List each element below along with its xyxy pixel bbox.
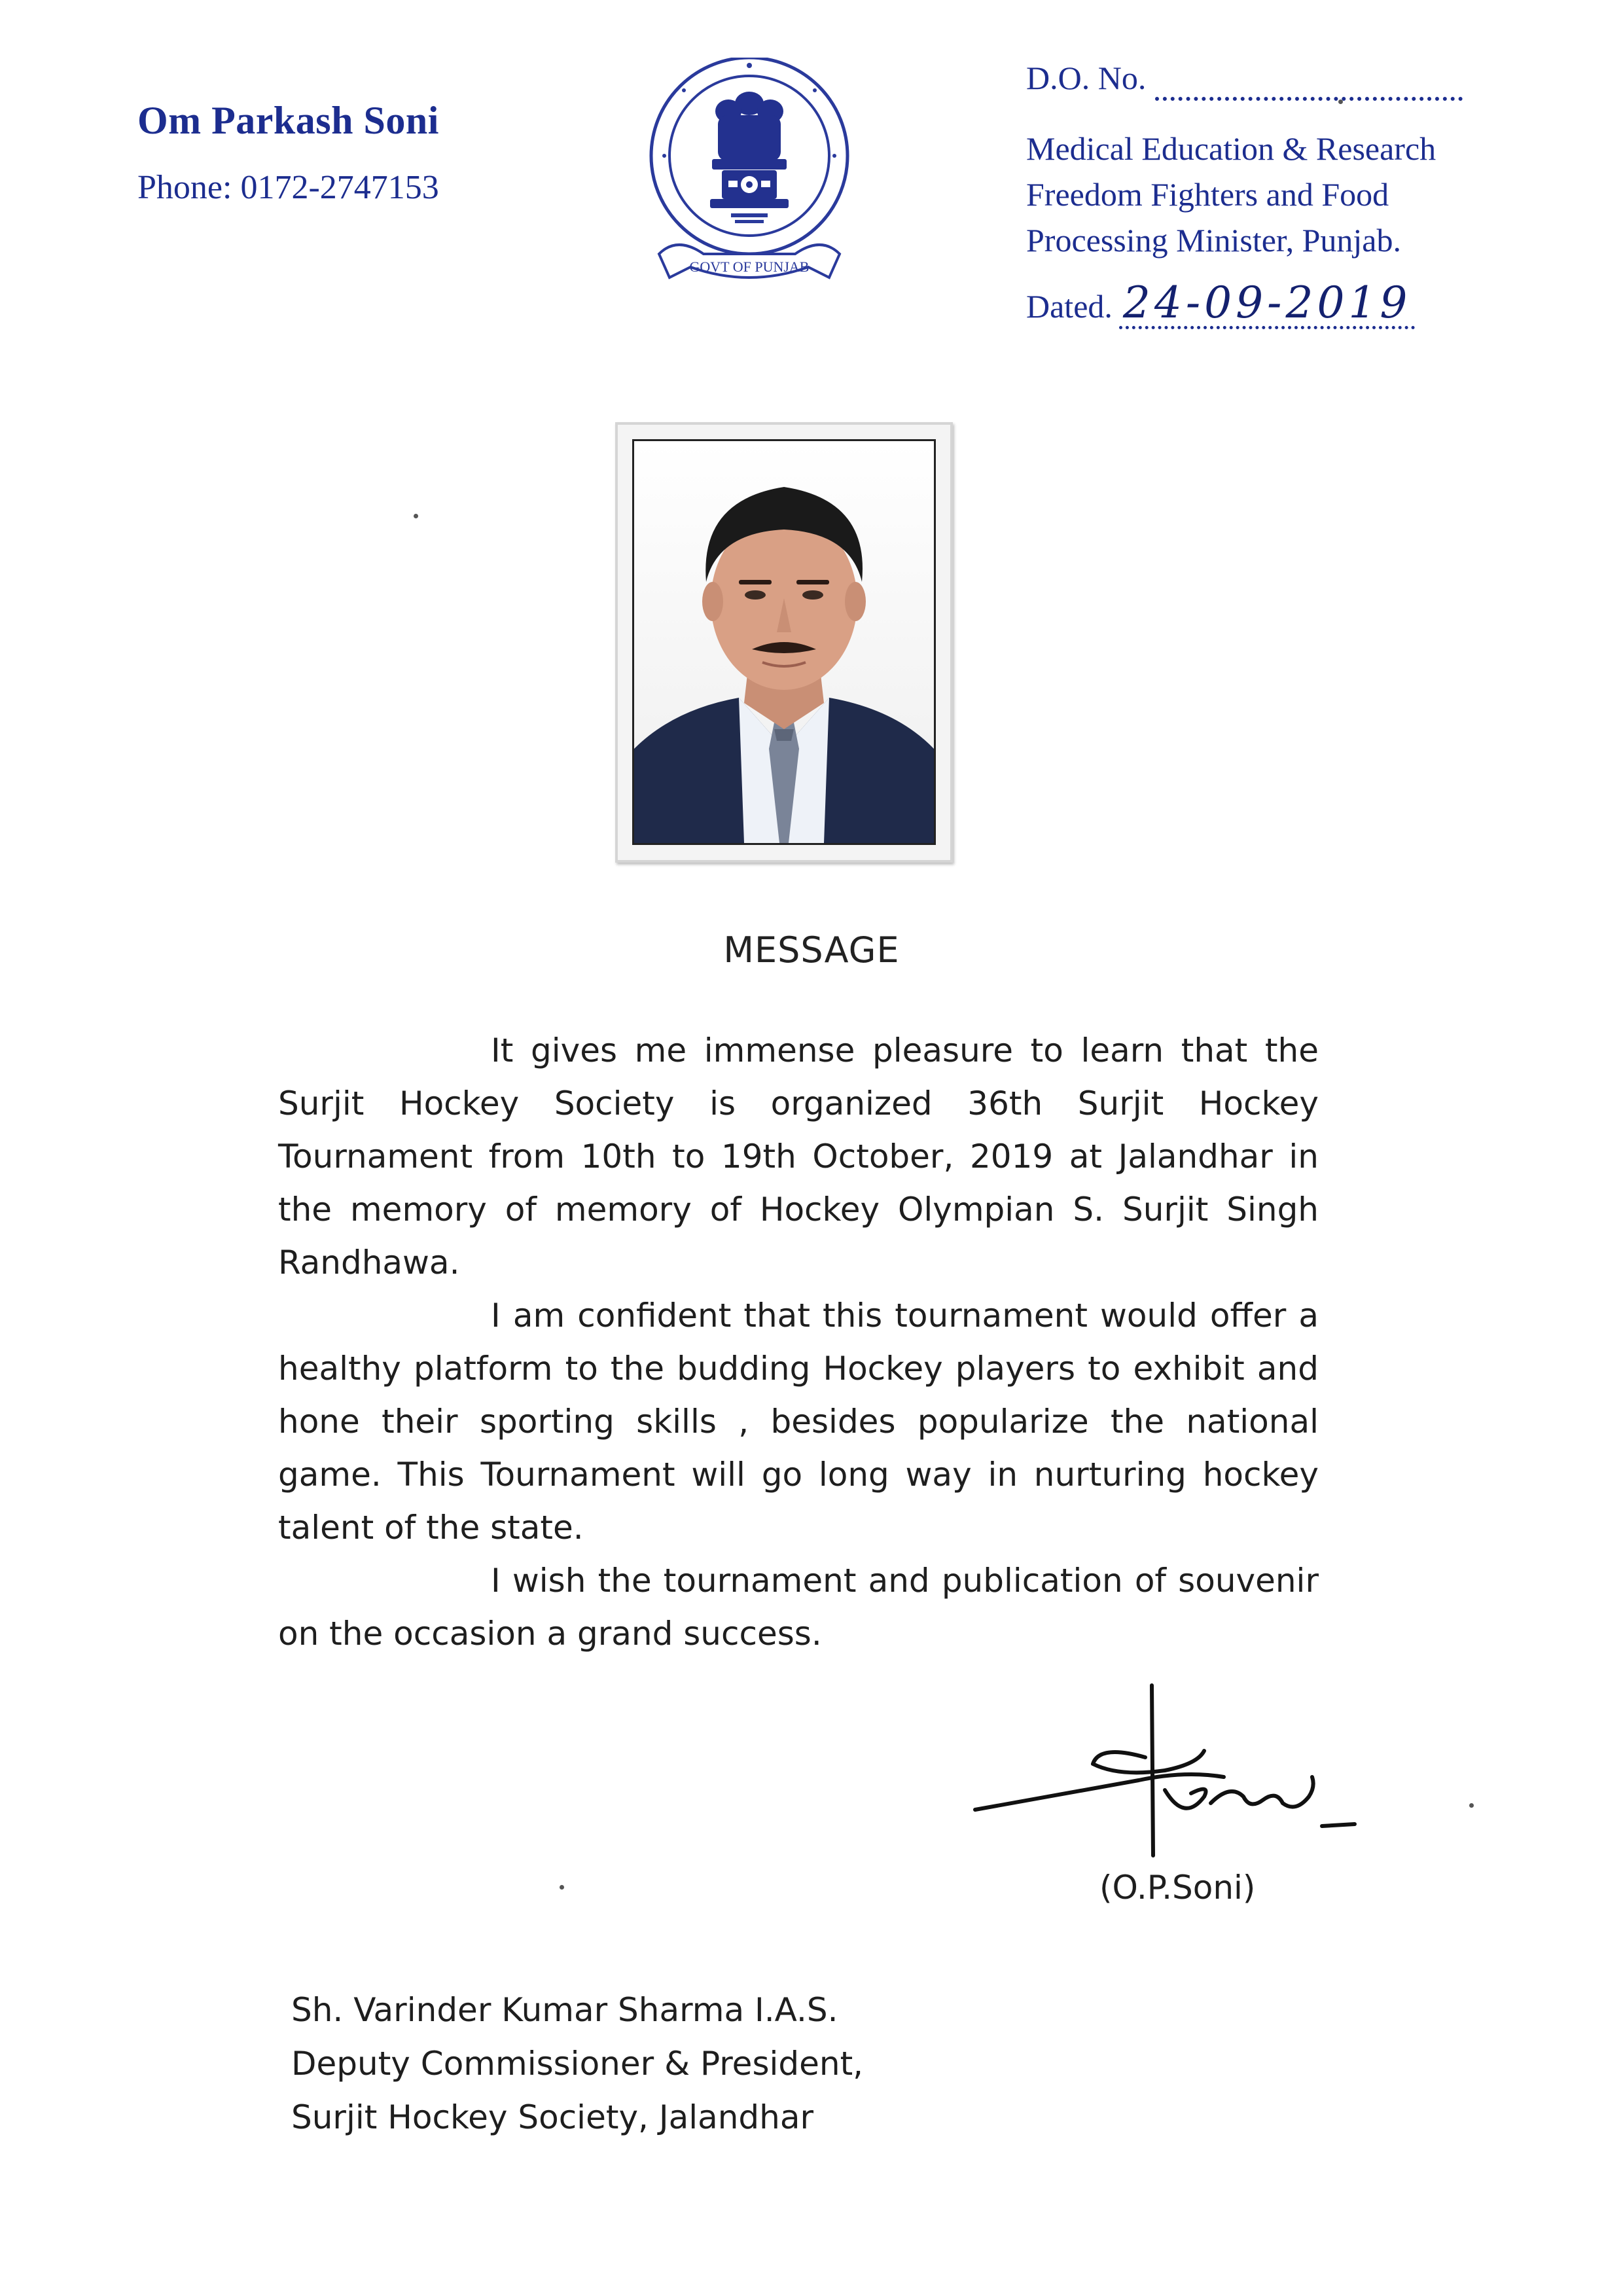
do-number-line bbox=[1026, 55, 1463, 101]
message-title: MESSAGE bbox=[723, 929, 900, 971]
dated-line bbox=[1026, 280, 1463, 329]
dated-value: 24-09-2019 bbox=[1119, 280, 1416, 329]
addressee-line: Sh. Varinder Kumar Sharma I.A.S. bbox=[291, 1991, 838, 2029]
scan-speck bbox=[414, 514, 418, 518]
state-emblem-icon bbox=[645, 58, 854, 319]
handwritten-signature-icon bbox=[969, 1672, 1361, 1869]
portrait-frame bbox=[615, 422, 953, 863]
emblem-ribbon-text: GOVT OF PUNJAB bbox=[689, 259, 810, 275]
department-line: Freedom Fighters and Food bbox=[1026, 176, 1389, 213]
scan-speck bbox=[1469, 1803, 1474, 1808]
sender-block bbox=[137, 98, 439, 207]
message-body bbox=[278, 1024, 1319, 1660]
office-block bbox=[1026, 55, 1463, 329]
dated-label: Dated. bbox=[1026, 288, 1113, 325]
department-line: Processing Minister, Punjab. bbox=[1026, 222, 1401, 259]
addressee-block bbox=[291, 1983, 863, 2144]
message-paragraph: It gives me immense pleasure to learn that the Surjit Hockey Society is organized 36th Surjit Hockey Tournament from 10th to 19th October, 2019 at Jalandhar in the memory of memory of Hockey Olympian S. Surjit Singh Randhawa. bbox=[278, 1031, 1319, 1282]
sender-phone: Phone: 0172-2747153 bbox=[137, 169, 439, 206]
scan-speck bbox=[560, 1885, 564, 1890]
scan-speck bbox=[1338, 99, 1343, 104]
sender-name: Om Parkash Soni bbox=[137, 99, 439, 142]
signatory-name: (O.P.Soni) bbox=[1099, 1869, 1256, 1907]
message-paragraph: I wish the tournament and publication of souvenir on the occasion a grand success. bbox=[278, 1562, 1319, 1653]
do-number-label: D.O. No. bbox=[1026, 60, 1147, 96]
addressee-line: Deputy Commissioner & President, bbox=[291, 2045, 864, 2083]
portrait-photo-icon bbox=[632, 439, 936, 845]
do-number-blank bbox=[1155, 71, 1463, 101]
addressee-line: Surjit Hockey Society, Jalandhar bbox=[291, 2098, 814, 2136]
department-line: Medical Education & Research bbox=[1026, 130, 1436, 167]
message-paragraph: I am confident that this tournament would offer a healthy platform to the budding Hockey players to exhibit and hone their sporting skills , besides popularize the national game. This Tournament will go long way in nurturing hockey talent of the state. bbox=[278, 1297, 1319, 1547]
